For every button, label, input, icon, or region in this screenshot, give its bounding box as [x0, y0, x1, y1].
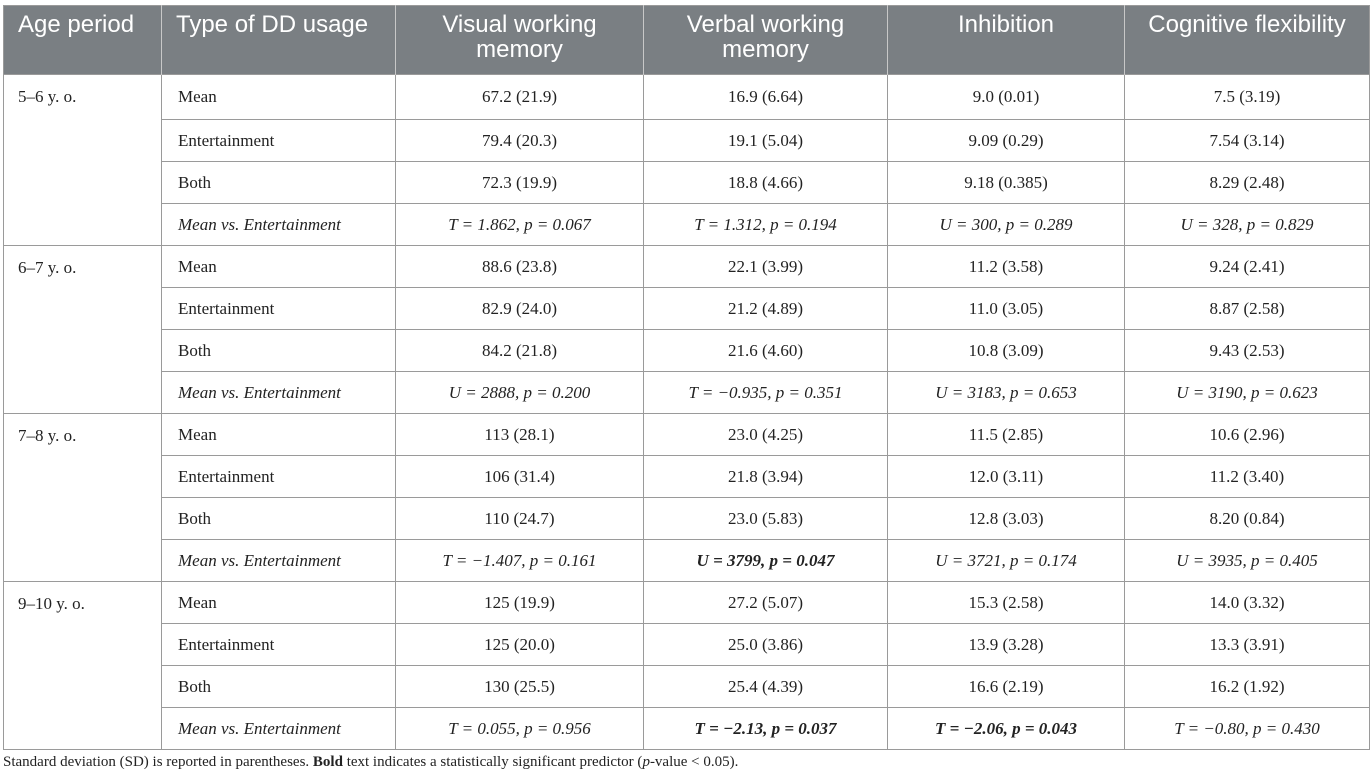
usage-type-cell: Both [162, 330, 396, 372]
visual-wm-test-cell: U = 2888, p = 0.200 [396, 372, 644, 414]
cognitive-flex-test-cell: U = 3935, p = 0.405 [1125, 540, 1370, 582]
usage-type-cell: Entertainment [162, 120, 396, 162]
verbal-wm-cell: 21.2 (4.89) [644, 288, 888, 330]
table-row [4, 540, 1370, 582]
table-row [4, 246, 1370, 288]
usage-type-cell: Both [162, 162, 396, 204]
inhibition-test-cell: U = 3721, p = 0.174 [888, 540, 1125, 582]
cognitive-flex-cell: 10.6 (2.96) [1125, 414, 1370, 456]
visual-wm-test-cell: T = 1.862, p = 0.067 [396, 204, 644, 246]
cognitive-flex-test-cell: T = −0.80, p = 0.430 [1125, 708, 1370, 750]
inhibition-cell: 9.09 (0.29) [888, 120, 1125, 162]
usage-type-cell: Mean [162, 582, 396, 624]
verbal-wm-test-cell-significant: T = −2.13, p = 0.037 [644, 708, 888, 750]
table-row [4, 162, 1370, 204]
table-row [4, 288, 1370, 330]
usage-type-cell: Both [162, 498, 396, 540]
verbal-wm-cell: 23.0 (5.83) [644, 498, 888, 540]
table-row [4, 372, 1370, 414]
cognitive-flex-cell: 13.3 (3.91) [1125, 624, 1370, 666]
header-visual-wm: Visual working memory [396, 6, 644, 75]
verbal-wm-cell: 19.1 (5.04) [644, 120, 888, 162]
table-row [4, 666, 1370, 708]
age-period-cell: 9–10 y. o. [4, 582, 162, 750]
cognitive-flex-cell: 8.20 (0.84) [1125, 498, 1370, 540]
header-dd-usage: Type of DD usage [162, 6, 396, 75]
cognitive-flex-cell: 8.87 (2.58) [1125, 288, 1370, 330]
usage-type-cell: Mean [162, 414, 396, 456]
comparison-label-cell: Mean vs. Entertainment [162, 540, 396, 582]
age-period-cell: 6–7 y. o. [4, 246, 162, 414]
verbal-wm-cell: 21.8 (3.94) [644, 456, 888, 498]
verbal-wm-cell: 16.9 (6.64) [644, 75, 888, 120]
cognitive-flex-cell: 7.5 (3.19) [1125, 75, 1370, 120]
verbal-wm-cell: 25.4 (4.39) [644, 666, 888, 708]
verbal-wm-cell: 21.6 (4.60) [644, 330, 888, 372]
comparison-label-cell: Mean vs. Entertainment [162, 204, 396, 246]
footnote-text-1: Standard deviation (SD) is reported in parentheses. [3, 754, 313, 770]
table-row [4, 75, 1370, 120]
usage-type-cell: Both [162, 666, 396, 708]
table-row [4, 582, 1370, 624]
inhibition-cell: 12.8 (3.03) [888, 498, 1125, 540]
inhibition-test-cell-significant: T = −2.06, p = 0.043 [888, 708, 1125, 750]
inhibition-cell: 11.5 (2.85) [888, 414, 1125, 456]
header-inhibition: Inhibition [888, 6, 1125, 75]
table-row [4, 624, 1370, 666]
cognitive-flex-cell: 9.24 (2.41) [1125, 246, 1370, 288]
header-cognitive-flexibility: Cognitive flexibility [1125, 6, 1370, 75]
table-row [4, 498, 1370, 540]
age-period-cell: 5–6 y. o. [4, 75, 162, 246]
cognitive-flex-cell: 9.43 (2.53) [1125, 330, 1370, 372]
inhibition-cell: 11.2 (3.58) [888, 246, 1125, 288]
table-row [4, 204, 1370, 246]
cognitive-flex-test-cell: U = 328, p = 0.829 [1125, 204, 1370, 246]
table-row [4, 456, 1370, 498]
visual-wm-cell: 125 (20.0) [396, 624, 644, 666]
table-row [4, 330, 1370, 372]
cognitive-flex-cell: 7.54 (3.14) [1125, 120, 1370, 162]
visual-wm-test-cell: T = 0.055, p = 0.956 [396, 708, 644, 750]
inhibition-test-cell: U = 3183, p = 0.653 [888, 372, 1125, 414]
visual-wm-cell: 67.2 (21.9) [396, 75, 644, 120]
usage-type-cell: Mean [162, 246, 396, 288]
header-verbal-wm: Verbal working memory [644, 6, 888, 75]
footnote-italic-p: p [642, 754, 650, 770]
verbal-wm-test-cell: T = 1.312, p = 0.194 [644, 204, 888, 246]
visual-wm-cell: 82.9 (24.0) [396, 288, 644, 330]
results-table [3, 5, 1370, 750]
table-header-row [4, 6, 1370, 75]
visual-wm-cell: 84.2 (21.8) [396, 330, 644, 372]
usage-type-cell: Entertainment [162, 288, 396, 330]
usage-type-cell: Entertainment [162, 456, 396, 498]
inhibition-cell: 13.9 (3.28) [888, 624, 1125, 666]
cognitive-flex-cell: 16.2 (1.92) [1125, 666, 1370, 708]
inhibition-cell: 15.3 (2.58) [888, 582, 1125, 624]
verbal-wm-cell: 25.0 (3.86) [644, 624, 888, 666]
visual-wm-cell: 110 (24.7) [396, 498, 644, 540]
verbal-wm-cell: 18.8 (4.66) [644, 162, 888, 204]
verbal-wm-test-cell: T = −0.935, p = 0.351 [644, 372, 888, 414]
inhibition-test-cell: U = 300, p = 0.289 [888, 204, 1125, 246]
visual-wm-cell: 79.4 (20.3) [396, 120, 644, 162]
cognitive-flex-test-cell: U = 3190, p = 0.623 [1125, 372, 1370, 414]
verbal-wm-cell: 27.2 (5.07) [644, 582, 888, 624]
table-row [4, 414, 1370, 456]
usage-type-cell: Entertainment [162, 624, 396, 666]
verbal-wm-cell: 23.0 (4.25) [644, 414, 888, 456]
visual-wm-cell: 125 (19.9) [396, 582, 644, 624]
footnote-bold-word: Bold [312, 754, 343, 770]
comparison-label-cell: Mean vs. Entertainment [162, 372, 396, 414]
inhibition-cell: 10.8 (3.09) [888, 330, 1125, 372]
visual-wm-cell: 130 (25.5) [396, 666, 644, 708]
footnote-text-2: text indicates a statistically significant predictor ( [342, 754, 643, 770]
age-period-cell: 7–8 y. o. [4, 414, 162, 582]
visual-wm-cell: 106 (31.4) [396, 456, 644, 498]
table-footnote [3, 753, 738, 771]
cognitive-flex-cell: 11.2 (3.40) [1125, 456, 1370, 498]
inhibition-cell: 9.0 (0.01) [888, 75, 1125, 120]
inhibition-cell: 11.0 (3.05) [888, 288, 1125, 330]
table-row [4, 708, 1370, 750]
inhibition-cell: 16.6 (2.19) [888, 666, 1125, 708]
usage-type-cell: Mean [162, 75, 396, 120]
visual-wm-cell: 113 (28.1) [396, 414, 644, 456]
footnote-text-3: -value < 0.05). [649, 754, 739, 770]
inhibition-cell: 9.18 (0.385) [888, 162, 1125, 204]
inhibition-cell: 12.0 (3.11) [888, 456, 1125, 498]
verbal-wm-cell: 22.1 (3.99) [644, 246, 888, 288]
visual-wm-cell: 72.3 (19.9) [396, 162, 644, 204]
verbal-wm-test-cell-significant: U = 3799, p = 0.047 [644, 540, 888, 582]
cognitive-flex-cell: 14.0 (3.32) [1125, 582, 1370, 624]
comparison-label-cell: Mean vs. Entertainment [162, 708, 396, 750]
table-row [4, 120, 1370, 162]
visual-wm-cell: 88.6 (23.8) [396, 246, 644, 288]
cognitive-flex-cell: 8.29 (2.48) [1125, 162, 1370, 204]
header-age-period: Age period [18, 11, 135, 38]
visual-wm-test-cell: T = −1.407, p = 0.161 [396, 540, 644, 582]
